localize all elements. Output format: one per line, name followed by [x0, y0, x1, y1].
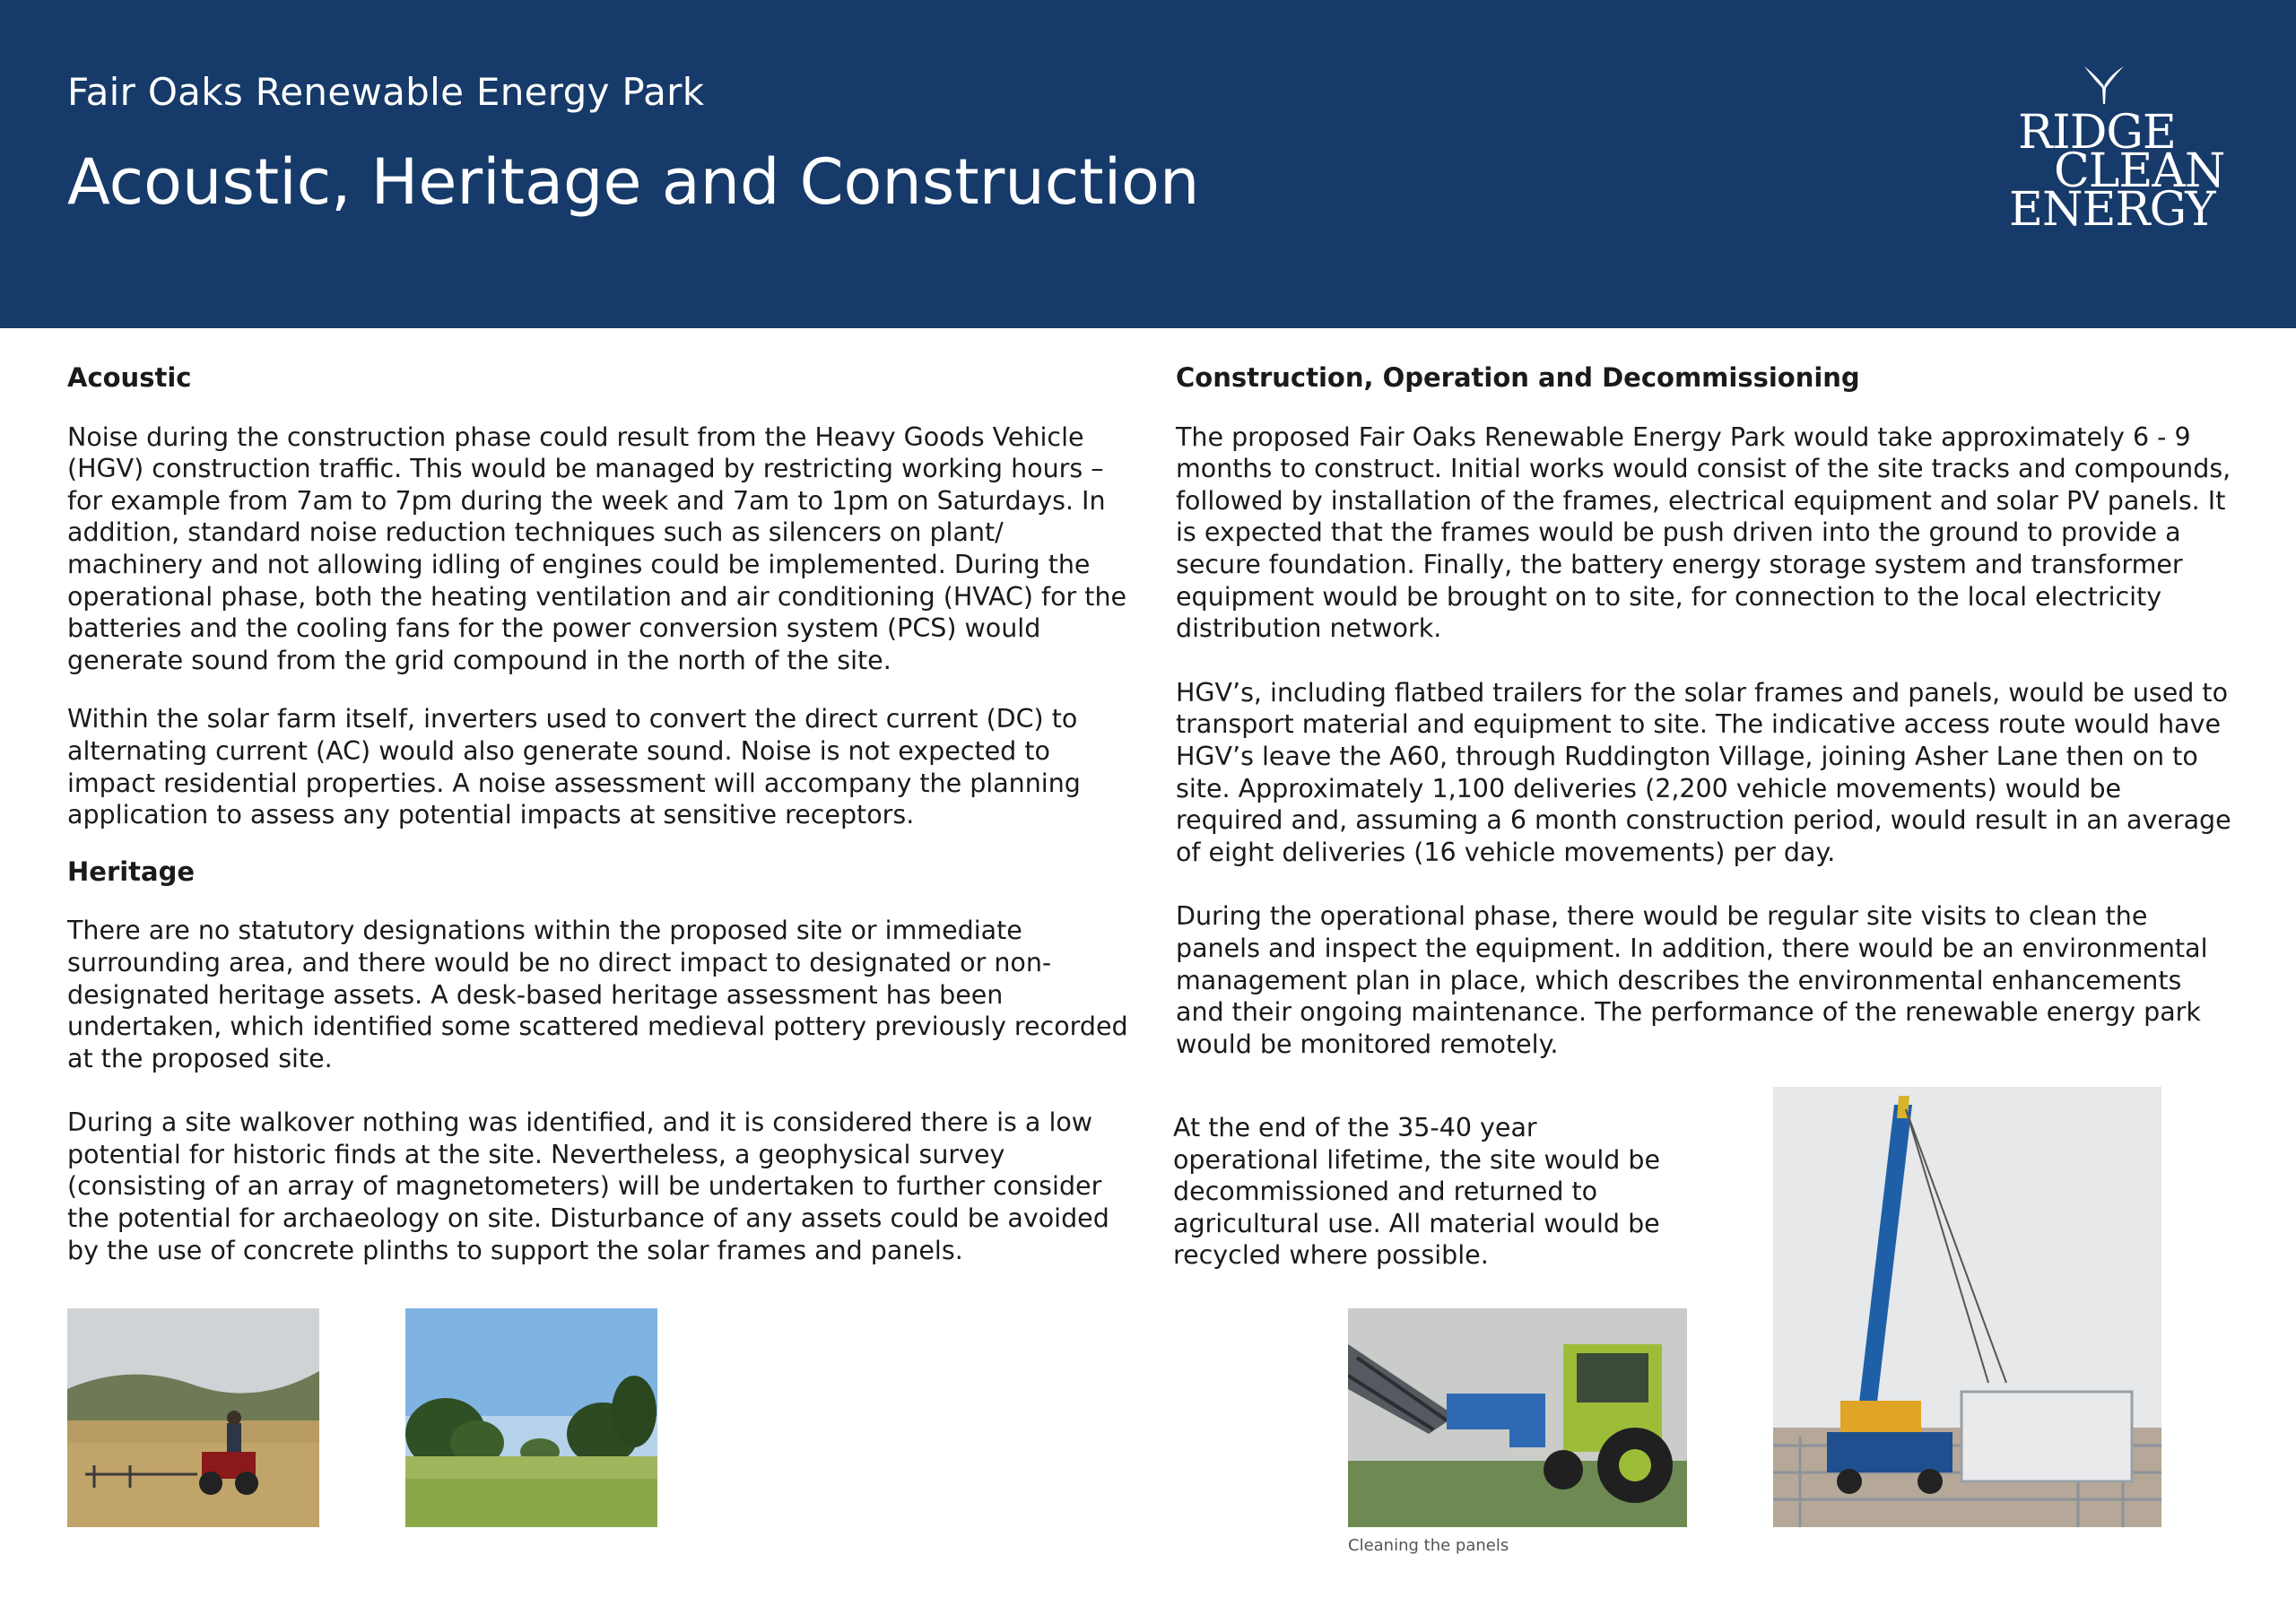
decommissioning-block	[1173, 1112, 1675, 1272]
acoustic-paragraph-2: Within the solar farm itself, inverters used to convert the direct current (DC) to alternating current (AC) would also generate sound. Noise is not expected to impact residential properties. A noise assessment will accompany the planning application to assess any potential impacts at sensitive receptors.	[67, 704, 1081, 830]
trees-field-photo	[405, 1308, 657, 1527]
heritage-heading: Heritage	[67, 855, 196, 887]
wind-turbine-icon	[2081, 63, 2127, 106]
operation-paragraph: During the operational phase, there would be regular site visits to clean the panels and inspect the equipment. In addition, there would be an environmental management plan in place, which describes the environmental enhancements and their ongoing maintenance. The performance of the renewable energy park would be monitored remotely.	[1176, 901, 2208, 1059]
right-column	[1176, 362, 2234, 1060]
cleaning-panels-caption: Cleaning the panels	[1348, 1536, 1509, 1555]
header-banner	[0, 0, 2296, 328]
ridge-clean-energy-logo	[2009, 54, 2242, 242]
crane-photo	[1773, 1087, 2161, 1527]
construction-paragraph-2: HGV’s, including flatbed trailers for the solar frames and panels, would be used to transport material and equipment to site. The indicative access route would have HGV’s leave the A60, through Ruddington Village, joining Asher Lane then on to site. Approximately 1,100 deliveries (2,200 vehicle movements) would be required and, assuming a 6 month construction period, would result in an average of eight deliveries (16 vehicle movements) per day.	[1176, 677, 2231, 867]
park-name: Fair Oaks Renewable Energy Park	[67, 70, 705, 114]
logo-word-energy: ENERGY	[2009, 183, 2215, 237]
page-title: Acoustic, Heritage and Construction	[67, 145, 1200, 219]
acoustic-paragraph-1: Noise during the construction phase could result from the Heavy Goods Vehicle (HGV) construction traffic. This would be managed by restricting working hours – for example from 7am to 7pm during the week and 7am to 1pm on Saturdays. In addition, standard noise reduction techniques such as silencers on plant/ machinery and not allowing idling of engines could be implemented. During the operational phase, both the heating ventilation and air conditioning (HVAC) for the batteries and the cooling fans for the power conversion system (PCS) would generate sound from the grid compound in the north of the site.	[67, 421, 1127, 675]
decommissioning-paragraph: At the end of the 35-40 year operational lifetime, the site would be decommissioned and returned to agricultural use. All material would be recycled where possible.	[1173, 1113, 1661, 1271]
logo-word-clean: CLEAN	[2054, 144, 2225, 198]
construction-heading: Construction, Operation and Decommissioning	[1176, 362, 1860, 393]
cleaning-panels-photo	[1348, 1308, 1687, 1527]
left-column	[67, 362, 1130, 1266]
construction-paragraph-1: The proposed Fair Oaks Renewable Energy Park would take approximately 6 - 9 months to construct. Initial works would consist of the site tracks and compounds, followed by installation of the frames, electrical equipment and solar PV panels. It is expected that the frames would be push driven into the ground to provide a secure foundation. Finally, the battery energy storage system and transformer equipment would be brought on to site, for connection to the local electricity distribution network.	[1176, 421, 2231, 644]
logo-word-ridge: RIDGE	[2018, 106, 2176, 160]
survey-quad-bike-photo	[67, 1308, 319, 1527]
acoustic-heading: Acoustic	[67, 362, 192, 393]
heritage-paragraph-1: There are no statutory designations within the proposed site or immediate surrounding area, and there would be no direct impact to designated or non-designated heritage assets. A desk-based heritage assessment has been undertaken, which identified some scattered medieval pottery previously recorded at the proposed site.	[67, 916, 1128, 1073]
heritage-paragraph-2: During a site walkover nothing was identified, and it is considered there is a low potential for historic finds at the site. Nevertheless, a geophysical survey (consisting of an array of magnetometers) will be undertaken to further consider the potential for archaeology on site. Disturbance of any assets could be avoided by the use of concrete plinths to support the solar frames and panels.	[67, 1107, 1109, 1265]
